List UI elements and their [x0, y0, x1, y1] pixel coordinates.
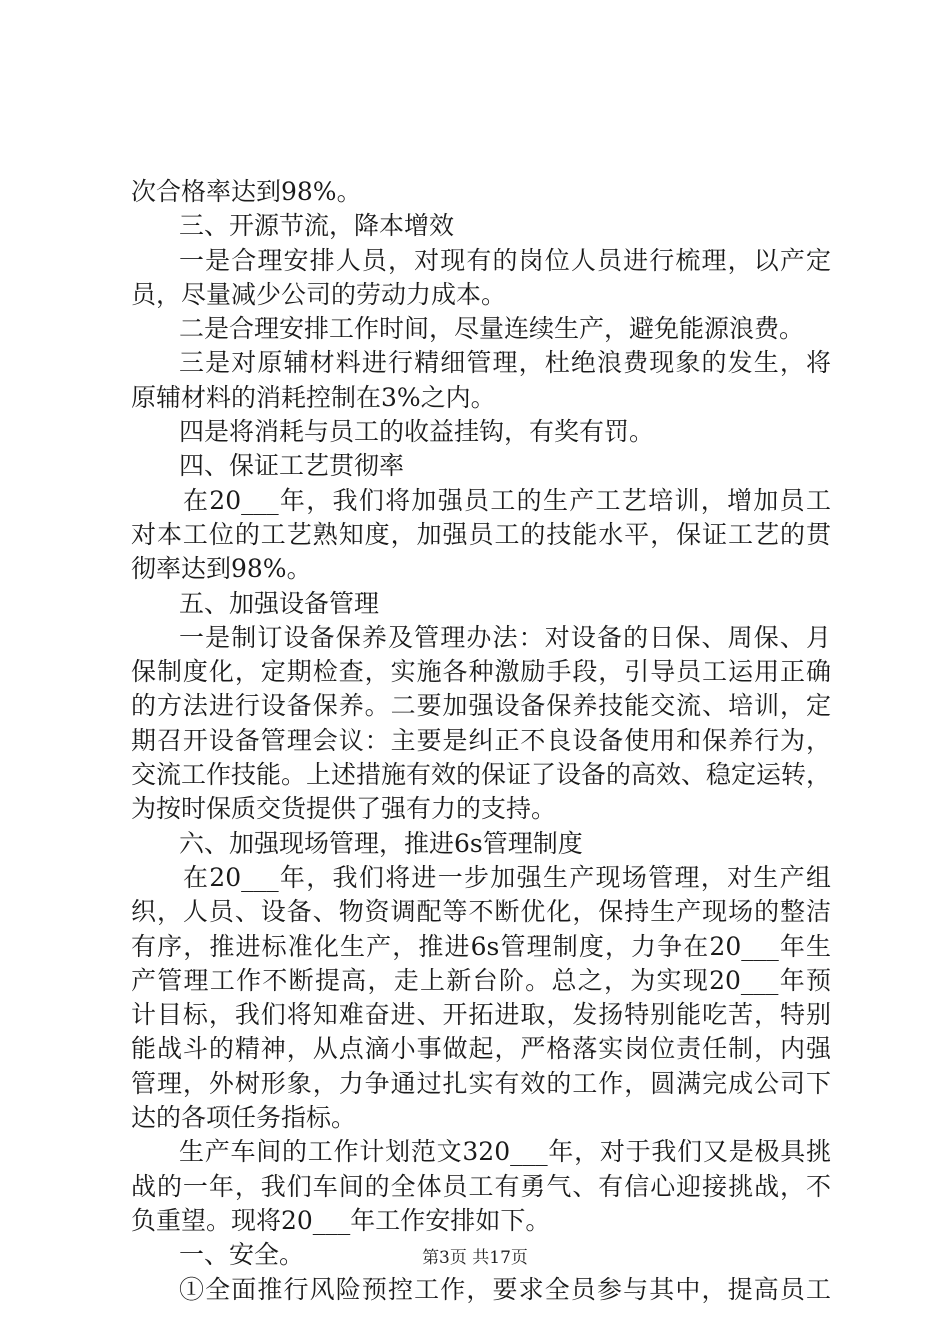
text-line: 交流工作技能。上述措施有效的保证了设备的高效、稳定运转， — [131, 760, 832, 790]
text-line: 三是对原辅材料进行精细管理，杜绝浪费现象的发生，将 — [179, 348, 831, 378]
text-line: 六、加强现场管理，推进6s管理制度 — [179, 828, 583, 858]
text-line: 达的各项任务指标。 — [131, 1103, 357, 1133]
text-line: 的方法进行设备保养。二要加强设备保养技能交流、培训，定 — [131, 691, 831, 721]
text-line: 原辅材料的消耗控制在3%之内。 — [131, 382, 496, 412]
text-line: 四、保证工艺贯彻率 — [179, 451, 405, 481]
page-footer: 第3页 共17页 — [422, 1248, 528, 1268]
text-line: 彻率达到98%。 — [131, 554, 312, 584]
text-line: 产管理工作不断提高，走上新台阶。总之，为实现20___年预 — [131, 965, 831, 995]
text-line: 在20___年，我们将进一步加强生产现场管理，对生产组 — [183, 862, 831, 892]
text-line: ①全面推行风险预控工作，要求全员参与其中，提高员工 — [179, 1274, 831, 1304]
text-line: 能战斗的精神，从点滴小事做起，严格落实岗位责任制，内强 — [131, 1034, 831, 1064]
text-line: 计目标，我们将知难奋进、开拓进取，发扬特别能吃苦，特别 — [131, 1000, 831, 1030]
text-line: 负重望。现将20___年工作安排如下。 — [131, 1205, 551, 1235]
text-line: 为按时保质交货提供了强有力的支持。 — [131, 794, 557, 824]
text-line: 二是合理安排工作时间，尽量连续生产，避免能源浪费。 — [179, 314, 805, 344]
text-line: 四是将消耗与员工的收益挂钩，有奖有罚。 — [179, 417, 655, 447]
text-line: 一是制订设备保养及管理办法：对设备的日保、周保、月 — [179, 622, 831, 652]
text-line: 保制度化，定期检查，实施各种激励手段，引导员工运用正确 — [131, 657, 831, 687]
text-line: 一、安全。 — [179, 1240, 305, 1270]
text-line: 员，尽量减少公司的劳动力成本。 — [131, 279, 507, 309]
text-line: 生产车间的工作计划范文320___年，对于我们又是极具挑 — [179, 1137, 831, 1167]
text-line: 织，人员、设备、物资调配等不断优化，保持生产现场的整洁 — [131, 897, 831, 927]
text-line: 有序，推进标准化生产，推进6s管理制度，力争在20___年生 — [131, 931, 831, 961]
text-line: 一是合理安排人员，对现有的岗位人员进行梳理，以产定 — [179, 245, 831, 275]
text-line: 在20___年，我们将加强员工的生产工艺培训，增加员工 — [183, 485, 831, 515]
text-line: 对本工位的工艺熟知度，加强员工的技能水平，保证工艺的贯 — [131, 519, 831, 549]
document-body — [131, 175, 831, 1307]
text-line: 期召开设备管理会议：主要是纠正不良设备使用和保养行为， — [131, 725, 831, 755]
text-line: 次合格率达到98%。 — [131, 177, 362, 206]
text-line: 战的一年，我们车间的全体员工有勇气、有信心迎接挑战，不 — [131, 1171, 831, 1201]
text-line: 三、开源节流，降本增效 — [179, 211, 455, 241]
text-line: 五、加强设备管理 — [179, 588, 380, 618]
text-line: 管理，外树形象，力争通过扎实有效的工作，圆满完成公司下 — [131, 1068, 831, 1098]
